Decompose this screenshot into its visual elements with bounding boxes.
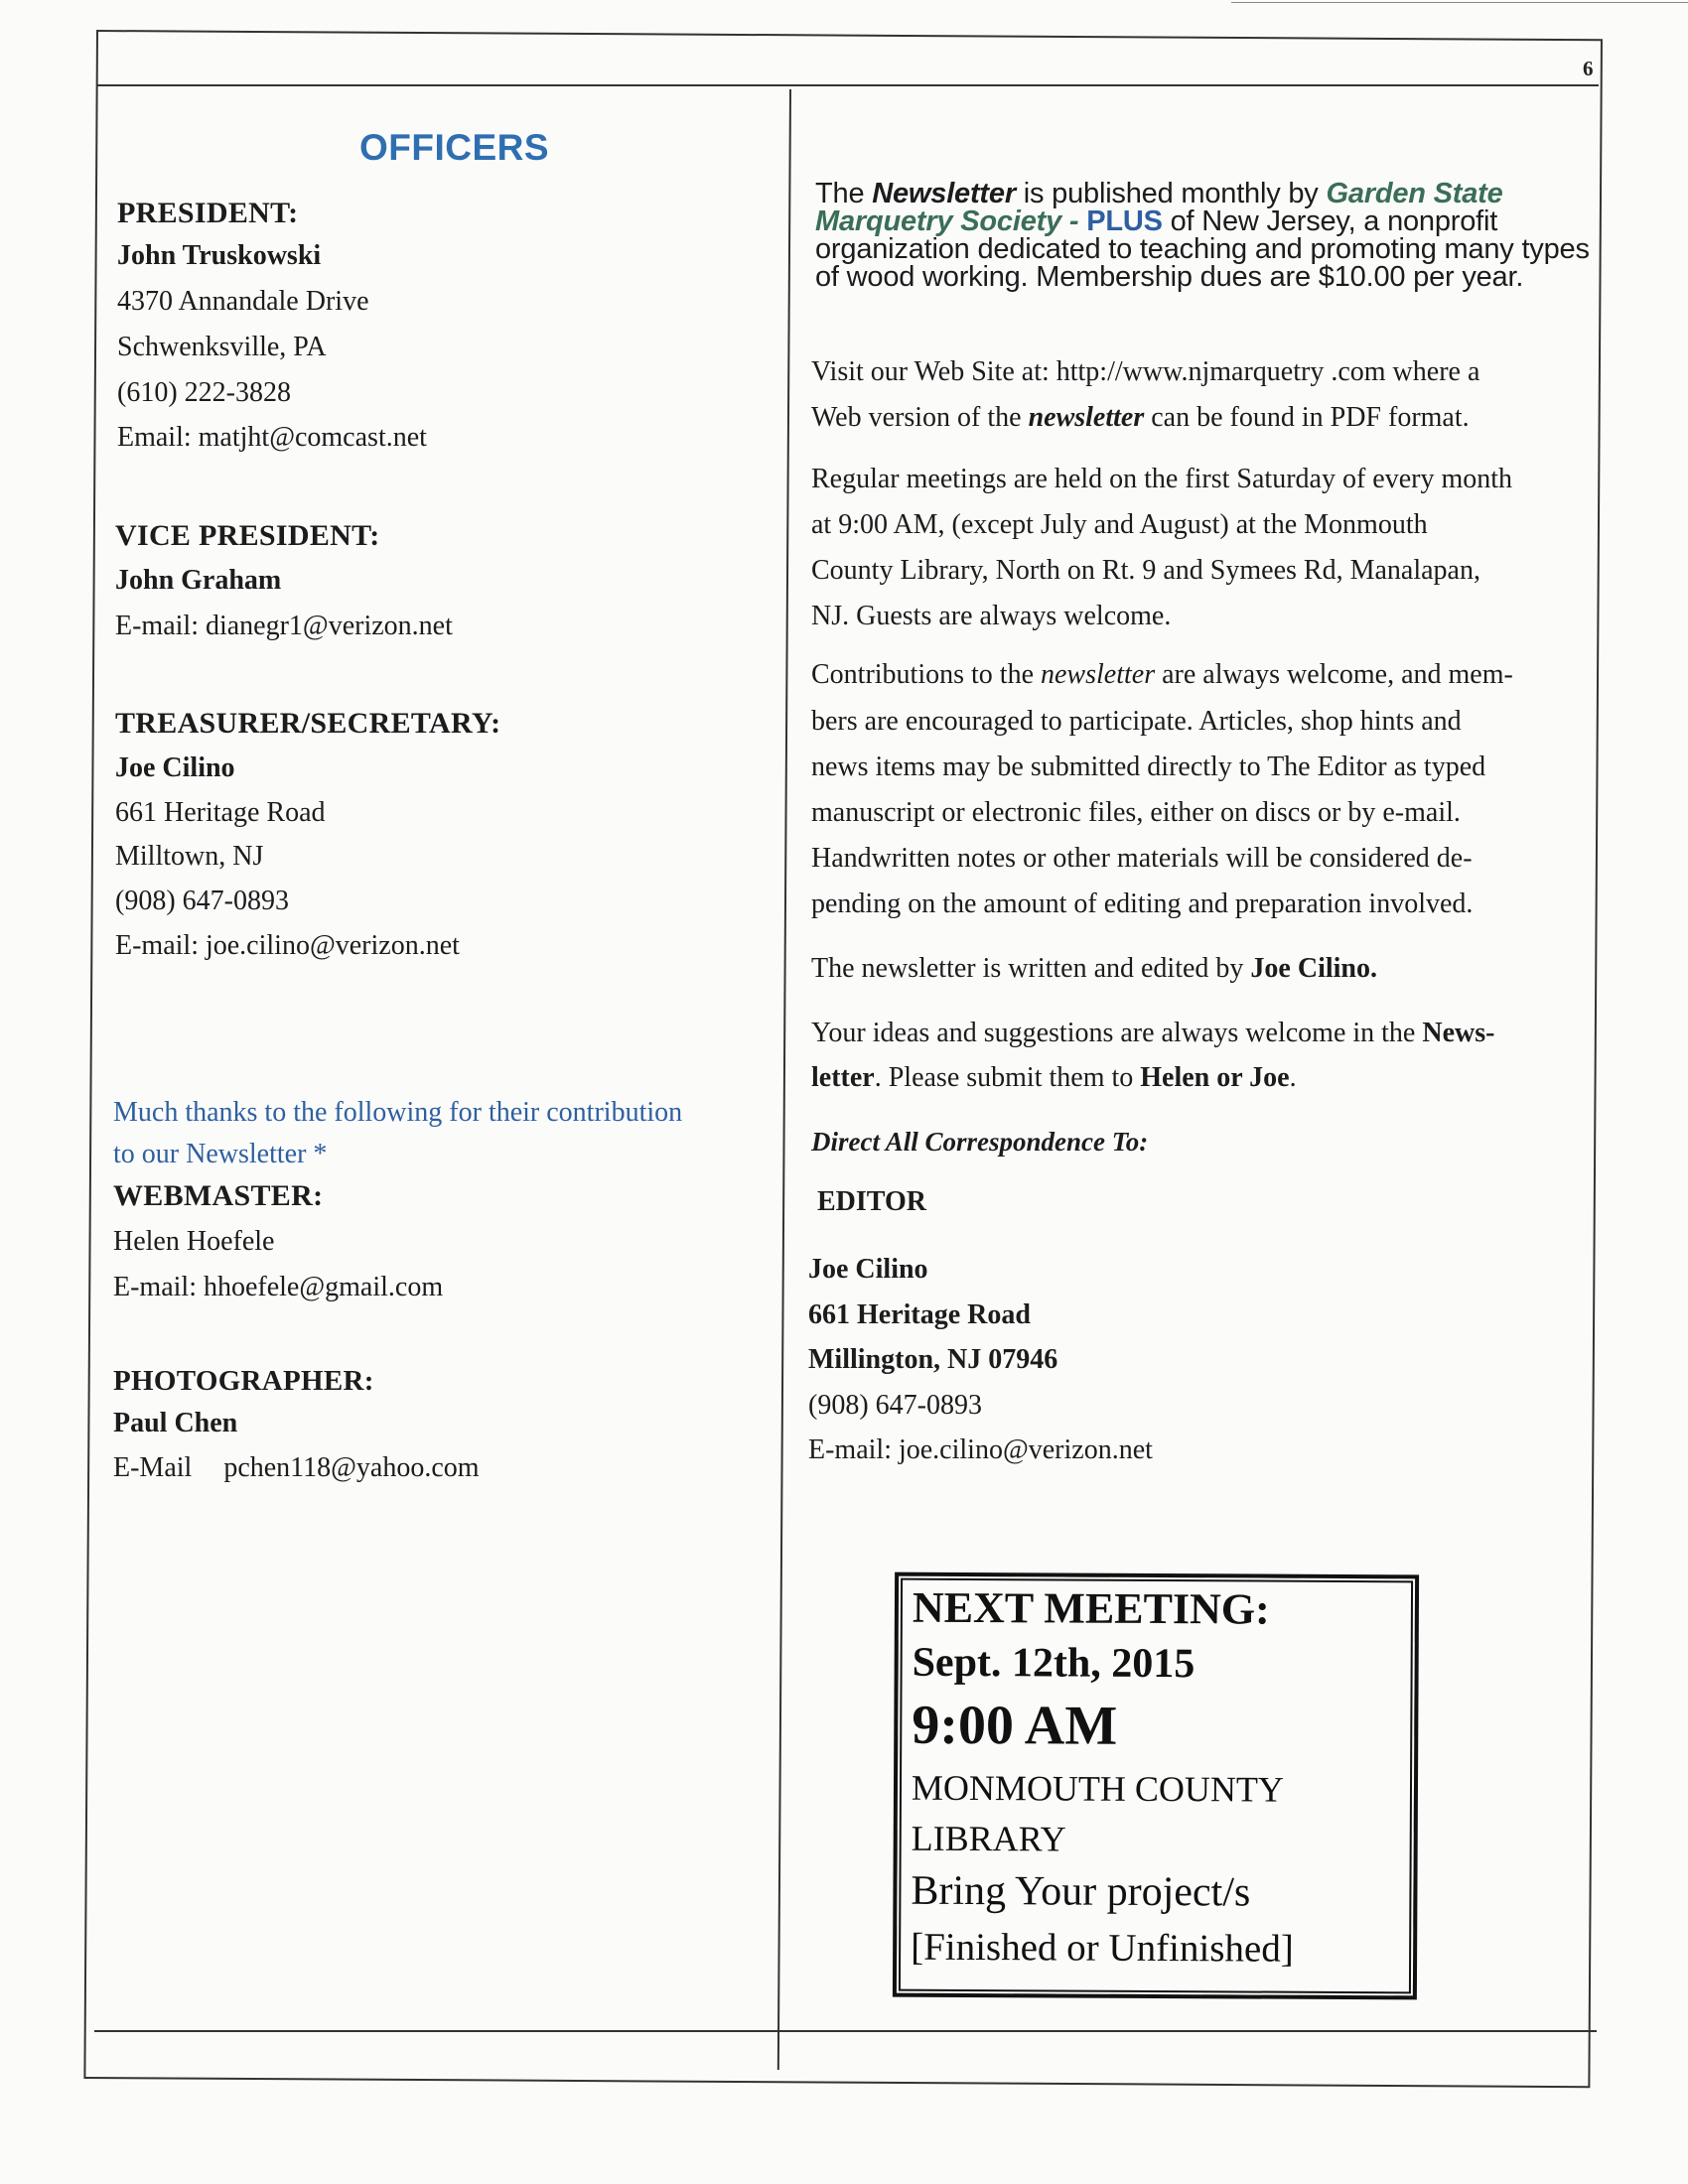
vice-president-email: E-mail: dianegr1@verizon.net <box>115 611 453 641</box>
society-name: Garden State Marquetry Society - <box>815 178 1503 237</box>
editor-name: Joe Cilino <box>808 1254 928 1285</box>
editor-label: EDITOR <box>817 1186 926 1217</box>
president-name: John Truskowski <box>117 240 322 271</box>
website-line2-a: Web version of the <box>811 402 1022 433</box>
president-phone: (610) 222-3828 <box>117 377 291 408</box>
editor-address1: 661 Heritage Road <box>808 1299 1031 1330</box>
intro-paragraph <box>815 180 1590 291</box>
editor-email: E-mail: joe.cilino@verizon.net <box>808 1434 1153 1465</box>
written-by-text: The newsletter is written and edited by <box>811 953 1244 984</box>
intro-published: is published monthly by <box>1023 178 1319 209</box>
next-meeting-time: 9:00 AM <box>912 1694 1118 1757</box>
editor-address2: Millington, NJ 07946 <box>808 1344 1058 1375</box>
footer-rule <box>94 2030 1597 2032</box>
president-email: Email: matjht@comcast.net <box>117 422 427 453</box>
meetings-line2: at 9:00 AM, (except July and August) at the Monmouth <box>811 509 1428 540</box>
thanks-note-line1: Much thanks to the following for their contribution <box>113 1097 683 1128</box>
meetings-line1: Regular meetings are held on the first Saturday of every month <box>811 464 1513 494</box>
contrib-line6: pending on the amount of editing and preparation involved. <box>811 888 1474 919</box>
vice-president-role: VICE PRESIDENT: <box>115 519 380 552</box>
next-meeting-box <box>893 1572 1419 2000</box>
webmaster-role: WEBMASTER: <box>113 1179 324 1212</box>
contrib-line3: news items may be submitted directly to The Editor as typed <box>811 751 1486 782</box>
president-address1: 4370 Annandale Drive <box>117 286 369 317</box>
officers-title: OFFICERS <box>359 127 550 168</box>
contrib-line1-newsletter: newsletter <box>1041 659 1156 690</box>
website-line2-newsletter: newsletter <box>1028 402 1145 433</box>
photographer-role: PHOTOGRAPHER: <box>113 1365 374 1397</box>
ideas-line2-d: . <box>1289 1062 1297 1093</box>
intro-rest: of New Jersey, a nonprofit organization dedicated to teaching and promoting many types of wood working. Membership dues are $10.00 per year. <box>815 205 1590 293</box>
treasurer-address1: 661 Heritage Road <box>115 797 326 828</box>
meetings-line3: County Library, North on Rt. 9 and Symees Rd, Manalapan, <box>811 555 1480 586</box>
contrib-line1-a: Contributions to the <box>811 659 1034 690</box>
vice-president-name: John Graham <box>115 565 282 596</box>
thanks-note-line2: to our Newsletter * <box>113 1139 328 1169</box>
page-number: 6 <box>1583 57 1594 80</box>
contrib-line2: bers are encouraged to participate. Articles, shop hints and <box>811 706 1462 737</box>
ideas-line1-a: Your ideas and suggestions are always welcome in the <box>811 1018 1416 1048</box>
treasurer-phone: (908) 647-0893 <box>115 886 289 916</box>
intro-the: The <box>815 178 865 209</box>
next-meeting-location-line2: LIBRARY <box>911 1818 1066 1859</box>
website-line1: Visit our Web Site at: http://www.njmarquetry .com where a <box>811 356 1480 387</box>
ideas-line2-a: letter <box>811 1062 875 1093</box>
photographer-email-label: E-Mail <box>113 1452 193 1483</box>
webmaster-email: E-mail: hhoefele@gmail.com <box>113 1272 444 1302</box>
next-meeting-finished: [Finished or Unfinished] <box>911 1925 1294 1971</box>
ideas-line1-b: News- <box>1422 1018 1495 1048</box>
contrib-line1 <box>811 659 1513 691</box>
correspondence-heading: Direct All Correspondence To: <box>811 1127 1149 1157</box>
treasurer-address2: Milltown, NJ <box>115 841 264 872</box>
contrib-line1-c: are always welcome, and mem- <box>1162 659 1513 690</box>
contrib-line5: Handwritten notes or other materials will be considered de- <box>811 843 1473 874</box>
website-line2 <box>811 402 1470 434</box>
president-role: PRESIDENT: <box>117 197 299 229</box>
ideas-line2-b: . Please submit them to <box>874 1062 1134 1093</box>
scan-edge-line <box>1231 2 1688 3</box>
ideas-line2-c: Helen or Joe <box>1140 1062 1290 1093</box>
website-line2-c: can be found in PDF format. <box>1151 402 1470 433</box>
photographer-email-row <box>113 1452 480 1484</box>
intro-newsletter: Newsletter <box>872 178 1016 209</box>
president-address2: Schwenksville, PA <box>117 332 327 362</box>
photographer-email: pchen118@yahoo.com <box>223 1452 480 1483</box>
plus-label: PLUS <box>1086 205 1163 237</box>
editor-phone: (908) 647-0893 <box>808 1390 982 1421</box>
ideas-line2 <box>811 1062 1297 1094</box>
ideas-line1 <box>811 1018 1494 1049</box>
next-meeting-bring: Bring Your project/s <box>911 1867 1251 1916</box>
header-rule <box>96 84 1599 86</box>
written-by-line <box>811 953 1377 985</box>
contrib-line4: manuscript or electronic files, either on discs or by e-mail. <box>811 797 1461 828</box>
treasurer-email: E-mail: joe.cilino@verizon.net <box>115 930 460 961</box>
treasurer-role: TREASURER/SECRETARY: <box>115 707 501 740</box>
written-by-name: Joe Cilino. <box>1250 953 1377 984</box>
webmaster-name: Helen Hoefele <box>113 1226 275 1257</box>
meetings-line4: NJ. Guests are always welcome. <box>811 601 1172 631</box>
photographer-name: Paul Chen <box>113 1408 238 1438</box>
next-meeting-date: Sept. 12th, 2015 <box>912 1639 1196 1688</box>
next-meeting-heading: NEXT MEETING: <box>912 1582 1270 1634</box>
next-meeting-location-line1: MONMOUTH COUNTY <box>911 1767 1285 1810</box>
treasurer-name: Joe Cilino <box>115 752 235 783</box>
